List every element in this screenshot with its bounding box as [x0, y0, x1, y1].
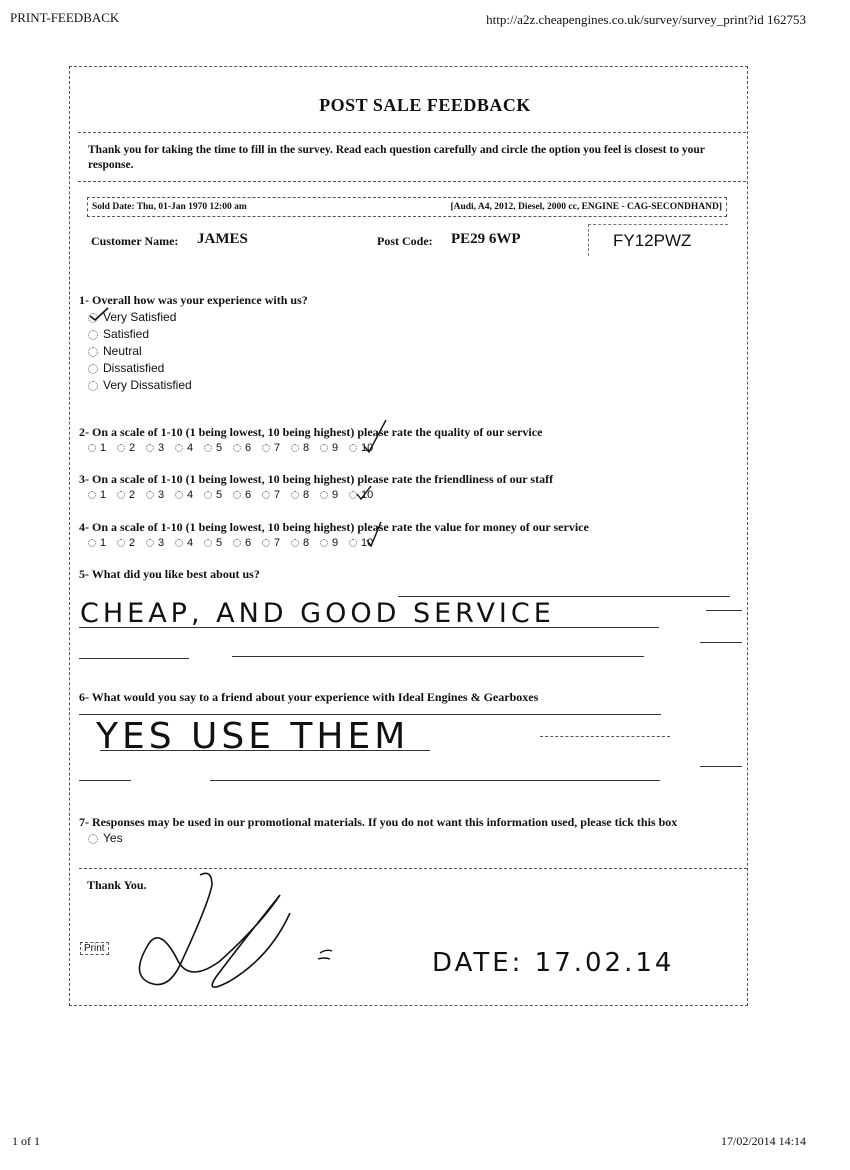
question-2-text: 2- On a scale of 1-10 (1 being lowest, 10 being highest) please rate the quality of our service — [79, 425, 543, 439]
q4-option[interactable]: 2 — [117, 537, 146, 549]
radio-icon — [233, 491, 241, 499]
q1-option-satisfied[interactable]: Satisfied — [88, 327, 149, 341]
radio-icon — [175, 491, 183, 499]
q3-option[interactable]: 5 — [204, 489, 233, 501]
radio-icon — [117, 444, 125, 452]
page-title: POST SALE FEEDBACK — [319, 95, 531, 115]
radio-icon — [88, 364, 98, 374]
q1-option-dissatisfied[interactable]: Dissatisfied — [88, 361, 164, 375]
answer-line — [232, 656, 644, 657]
q2-option[interactable]: 6 — [233, 442, 262, 454]
q2-scale — [88, 442, 378, 454]
radio-icon — [291, 444, 299, 452]
question-4-text: 4- On a scale of 1-10 (1 being lowest, 10 being highest) please rate the value for money of our service — [79, 520, 589, 534]
customer-name-value: JAMES — [197, 231, 248, 247]
q4-option[interactable]: 10 — [349, 537, 378, 549]
radio-icon — [320, 491, 328, 499]
radio-icon — [117, 491, 125, 499]
radio-icon — [233, 444, 241, 452]
q5-handwritten-answer: CHEAP, AND GOOD SERVICE — [80, 598, 555, 629]
q4-option[interactable]: 3 — [146, 537, 175, 549]
q3-option[interactable]: 4 — [175, 489, 204, 501]
radio-icon — [204, 539, 212, 547]
radio-icon — [291, 491, 299, 499]
tick-mark-q3 — [355, 484, 375, 504]
q2-option[interactable]: 3 — [146, 442, 175, 454]
answer-line — [540, 736, 670, 737]
radio-icon — [262, 491, 270, 499]
q1-option-neutral[interactable]: Neutral — [88, 344, 142, 358]
q2-option[interactable]: 8 — [291, 442, 320, 454]
radio-icon — [175, 444, 183, 452]
q4-scale — [88, 537, 378, 549]
tick-mark-q4 — [365, 520, 385, 550]
handwritten-date: DATE: 17.02.14 — [432, 948, 675, 978]
tick-mark-q1 — [88, 304, 128, 324]
q7-option-yes[interactable]: Yes — [88, 831, 123, 845]
vehicle-info: [Audi, A4, 2012, Diesel, 2000 cc, ENGINE - CAG-SECONDHAND] — [450, 202, 722, 212]
q3-option[interactable]: 3 — [146, 489, 175, 501]
postcode-value: PE29 6WP — [451, 231, 521, 247]
radio-icon — [204, 444, 212, 452]
question-3-text: 3- On a scale of 1-10 (1 being lowest, 10 being highest) please rate the friendliness of our staff — [79, 472, 554, 486]
radio-icon — [349, 539, 357, 547]
signature — [120, 865, 360, 1005]
radio-icon — [320, 444, 328, 452]
radio-icon — [262, 444, 270, 452]
answer-line — [210, 780, 660, 781]
q4-option[interactable]: 4 — [175, 537, 204, 549]
radio-icon — [88, 539, 96, 547]
q2-option[interactable]: 2 — [117, 442, 146, 454]
q2-option[interactable]: 1 — [88, 442, 117, 454]
intro-text: Thank you for taking the time to fill in the survey. Read each question carefully and circle the option you feel is closest to your response. — [78, 132, 746, 182]
q3-option[interactable]: 2 — [117, 489, 146, 501]
q4-option[interactable]: 7 — [262, 537, 291, 549]
radio-icon — [88, 381, 98, 391]
print-timestamp: 17/02/2014 14:14 — [720, 1134, 806, 1148]
question-5-text: 5- What did you like best about us? — [79, 567, 260, 581]
radio-icon — [117, 539, 125, 547]
answer-line — [79, 658, 189, 659]
q3-scale — [88, 489, 378, 501]
print-label: Print — [80, 942, 109, 955]
q1-option-very-satisfied[interactable]: Very Satisfied — [88, 310, 176, 324]
q6-handwritten-answer: YES USE THEM — [96, 716, 410, 757]
q4-option[interactable]: 1 — [88, 537, 117, 549]
q3-option[interactable]: 6 — [233, 489, 262, 501]
question-1-text: 1- Overall how was your experience with us? — [79, 293, 308, 307]
radio-icon — [262, 539, 270, 547]
postcode-label: Post Code: — [377, 234, 433, 248]
radio-icon — [204, 491, 212, 499]
q3-option[interactable]: 9 — [320, 489, 349, 501]
customer-name-label: Customer Name: — [91, 234, 179, 248]
answer-line — [700, 766, 742, 767]
answer-line — [79, 780, 131, 781]
q3-option[interactable]: 10 — [349, 489, 378, 501]
q4-option[interactable]: 8 — [291, 537, 320, 549]
tick-mark-q2 — [362, 418, 392, 458]
print-header-title: PRINT-FEEDBACK — [10, 10, 120, 25]
radio-icon — [175, 539, 183, 547]
radio-icon — [146, 539, 154, 547]
answer-line — [100, 750, 430, 751]
radio-icon — [320, 539, 328, 547]
thank-you-text: Thank You. — [87, 878, 147, 892]
answer-line — [79, 714, 661, 715]
q2-option[interactable]: 4 — [175, 442, 204, 454]
radio-icon — [88, 444, 96, 452]
q3-option[interactable]: 7 — [262, 489, 291, 501]
answer-line — [700, 642, 742, 643]
q2-option[interactable]: 5 — [204, 442, 233, 454]
q3-option[interactable]: 1 — [88, 489, 117, 501]
radio-icon — [291, 539, 299, 547]
question-7-text: 7- Responses may be used in our promotional materials. If you do not want this information used, please tick this box — [79, 815, 678, 829]
radio-icon — [88, 347, 98, 357]
radio-icon — [88, 491, 96, 499]
q2-option[interactable]: 9 — [320, 442, 349, 454]
radio-icon — [88, 330, 98, 340]
q1-option-very-dissatisfied[interactable]: Very Dissatisfied — [88, 378, 192, 392]
q2-option[interactable]: 7 — [262, 442, 291, 454]
question-6-text: 6- What would you say to a friend about your experience with Ideal Engines & Gearboxes — [79, 690, 539, 704]
sale-info-box — [87, 197, 727, 217]
sold-date: Sold Date: Thu, 01-Jan 1970 12:00 am — [92, 202, 247, 212]
answer-line — [706, 610, 742, 611]
print-header-url: http://a2z.cheapengines.co.uk/survey/survey_print?id 162753 — [486, 12, 806, 27]
radio-icon — [349, 444, 357, 452]
answer-line — [398, 596, 730, 597]
registration-value: FY12PWZ — [588, 224, 728, 256]
q4-option[interactable]: 9 — [320, 537, 349, 549]
radio-icon — [88, 834, 98, 844]
radio-icon — [146, 491, 154, 499]
answer-line — [79, 627, 659, 628]
q2-option[interactable]: 10 — [349, 442, 378, 454]
radio-icon — [146, 444, 154, 452]
q4-option[interactable]: 5 — [204, 537, 233, 549]
radio-icon — [233, 539, 241, 547]
q3-option[interactable]: 8 — [291, 489, 320, 501]
page-count: 1 of 1 — [12, 1134, 40, 1148]
q4-option[interactable]: 6 — [233, 537, 262, 549]
